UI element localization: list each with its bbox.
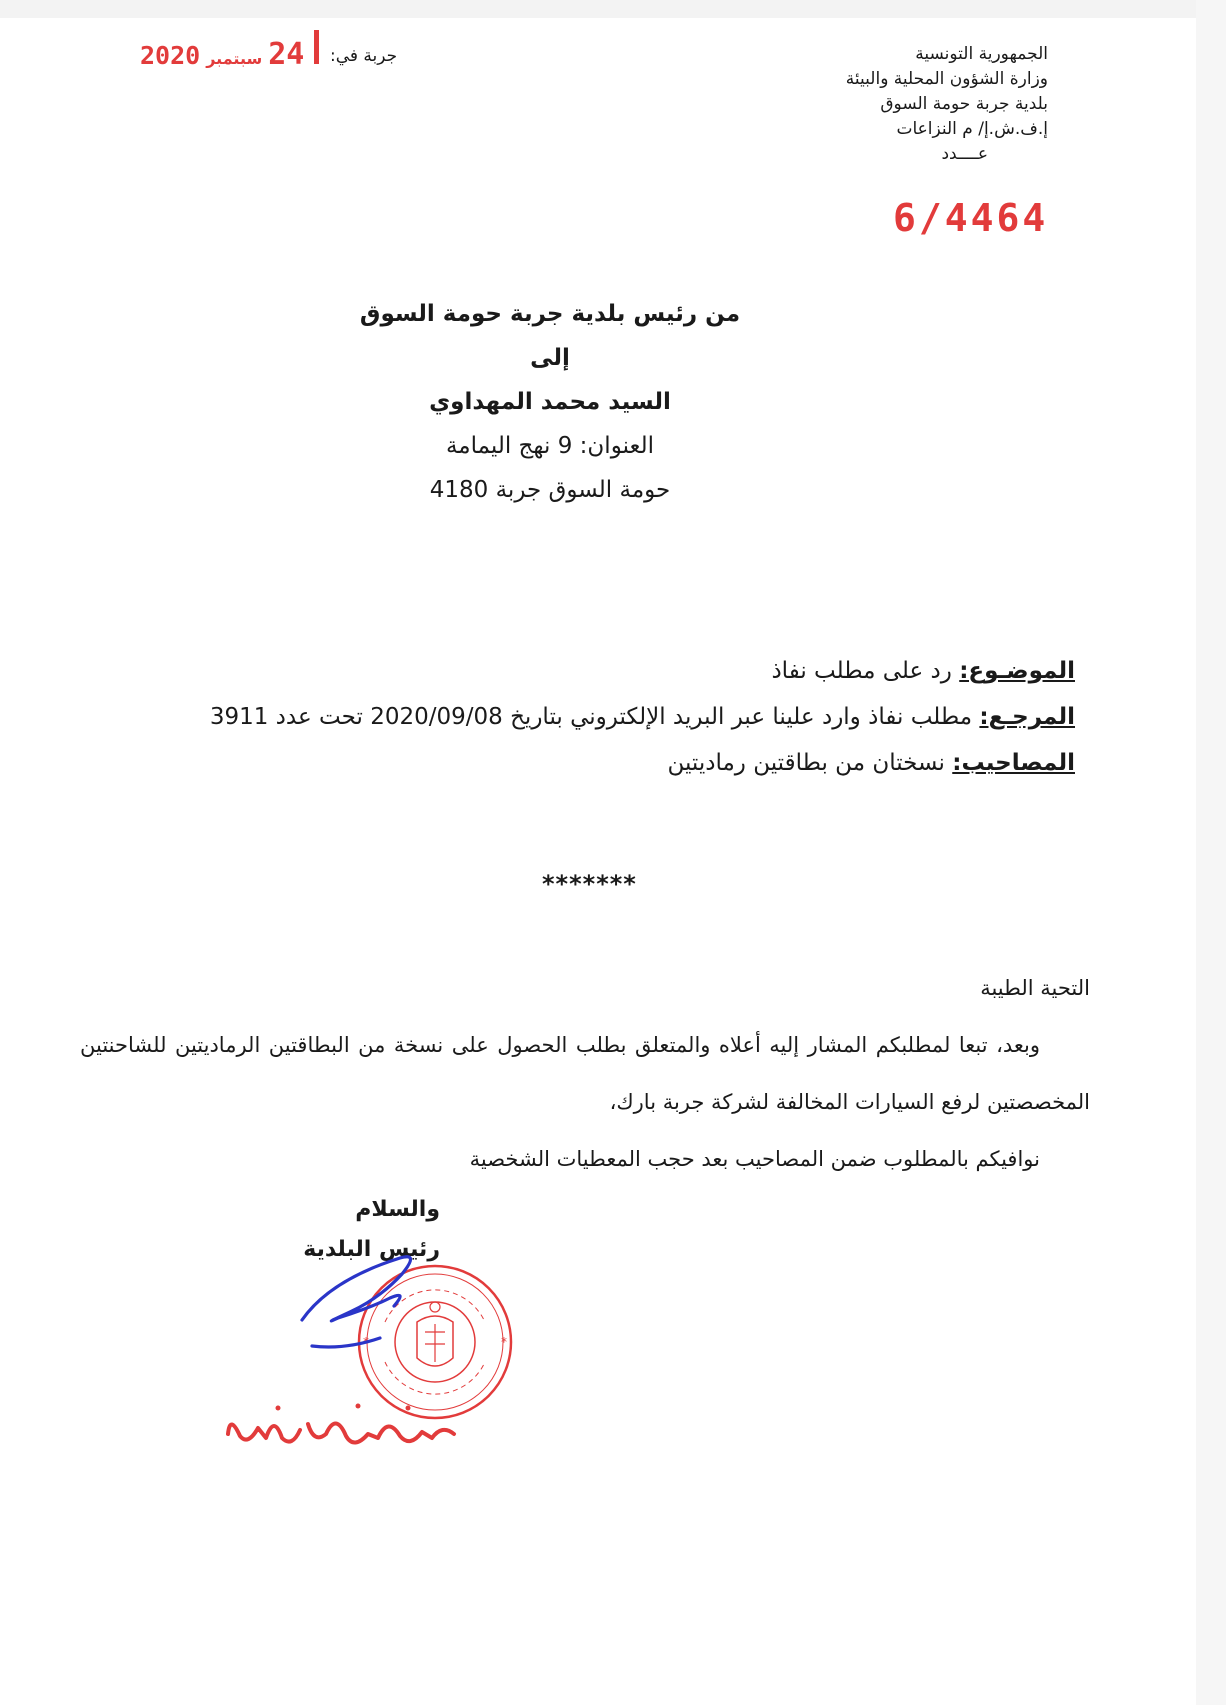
references-block	[75, 648, 1075, 786]
body-paragraph-2: نوافيكم بالمطلوب ضمن المصاحيب بعد حجب المعطيات الشخصية	[469, 1147, 1040, 1171]
body-paragraph-1: وبعد، تبعا لمطلبكم المشار إليه أعلاه والمتعلق بطلب الحصول على نسخة من البطاقتين الرماديتين للشاحنتين المخصصتين لرفع السيارات المخالفة لشركة جربة بارك،	[80, 1033, 1090, 1114]
ministry-line: وزارة الشؤون المحلية والبيئة	[845, 69, 1048, 89]
attachments-label: المصاحيب:	[952, 750, 1075, 776]
greeting: التحية الطيبة	[980, 976, 1090, 1000]
letter-body	[80, 960, 1090, 1188]
reference-value: مطلب نفاذ وارد علينا عبر البريد الإلكتروني بتاريخ 2020/09/08 تحت عدد 3911	[209, 704, 973, 730]
to-line: إلى	[530, 345, 570, 371]
subject-value: رد على مطلب نفاذ	[771, 658, 952, 684]
date-stamp-year: 2020	[140, 41, 201, 70]
date-stamp-month: سبتمبر	[206, 49, 263, 68]
subject-row	[75, 648, 1075, 694]
scan-edge-right	[1196, 0, 1226, 1705]
date-stamp	[140, 30, 319, 72]
republic-line: الجمهورية التونسية	[915, 44, 1048, 64]
scan-edge-top	[0, 0, 1226, 18]
address-line-1: العنوان: 9 نهج اليمامة	[445, 433, 655, 459]
address-line-2: حومة السوق جربة 4180	[429, 477, 671, 503]
date-stamp-day: 24	[268, 37, 305, 72]
department-line: إ.ف.ش.إ/ م النزاعات	[896, 119, 1048, 139]
from-line: من رئيس بلدية جربة حومة السوق	[359, 301, 741, 327]
addressing-block	[300, 292, 800, 512]
signature-icon	[290, 1250, 440, 1360]
closing-salutation: والسلام	[355, 1197, 440, 1222]
subject-label: الموضـوع:	[959, 658, 1075, 684]
signatory-name-stamp	[218, 1394, 468, 1454]
svg-text:*: *	[501, 1335, 507, 1349]
separator: *******	[542, 870, 637, 898]
reference-row	[75, 694, 1075, 740]
date-stamp-bar	[314, 30, 319, 64]
svg-text:*: *	[363, 1335, 369, 1349]
reference-number-stamp: 6/4464	[893, 196, 1049, 240]
municipality-line: بلدية جربة حومة السوق	[880, 94, 1048, 114]
closing-title: رئيس البلدية	[303, 1237, 440, 1262]
attachments-row	[75, 740, 1075, 786]
letterhead	[788, 42, 1048, 167]
attachments-value: نسختان من بطاقتين رماديتين	[667, 750, 945, 776]
recipient-line: السيد محمد المهداوي	[429, 389, 671, 415]
number-label: عــــدد	[941, 144, 988, 164]
reference-label: المرجـع:	[979, 704, 1075, 730]
place-label: جربة في:	[330, 46, 398, 66]
